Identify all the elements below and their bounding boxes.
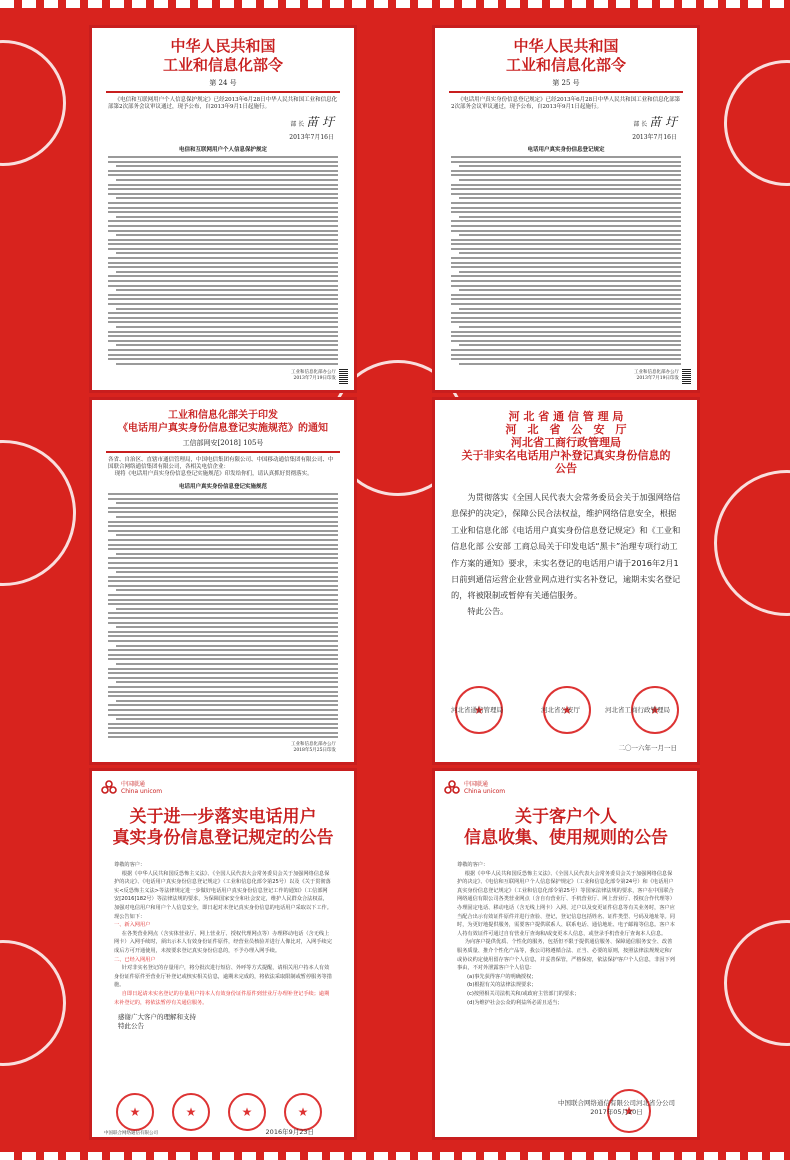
china-unicom-logo xyxy=(100,779,162,797)
notice-title-line1: 工业和信息化部关于印发 xyxy=(168,410,278,421)
announcement-body xyxy=(435,861,697,1007)
section-heading: 二、已经入网用户 xyxy=(114,956,156,963)
unicom-announcement-2016-panel xyxy=(89,768,357,1140)
regulation-text xyxy=(92,156,354,365)
list-item: (d)为维护社会公众的利益所必需且适当； xyxy=(467,999,563,1006)
announcement-footer xyxy=(558,1099,675,1117)
red-divider xyxy=(449,91,683,93)
background-arc-left-bottom xyxy=(0,940,66,1066)
notice-intro: 现将《电话用户真实身份信息登记实施规范》印发给你们，请认真抓好贯彻落实。 xyxy=(114,471,313,477)
seal-label: 河北省通信管理局 xyxy=(451,706,503,714)
china-unicom-logo xyxy=(443,779,505,797)
paragraph: 在各类营业网点（含实体营业厅、网上营业厅、授权代理网点等）办理移动电话（含无线上网卡）入网手续时，须出示本人有效身份证件原件，经营业员核验并进行人像比对，入网手续完成后方可开通使用，未按要求登记真实身份信息的，不予办理入网手续。 xyxy=(114,930,332,954)
closing-text: 特此公告 xyxy=(118,1022,144,1031)
minister-signature: 苗 圩 xyxy=(649,115,677,129)
regulation-title: 电话用户真实身份信息登记实施规范 xyxy=(178,484,267,490)
seal-icon xyxy=(116,1093,154,1131)
decree-title-line1: 中华人民共和国 xyxy=(170,37,276,55)
decree-24-panel xyxy=(89,25,357,393)
paragraph: 为向客户提供优质、个性化的服务，包括但不限于提供通信服务、保障通信服务安全、改善服务质量、推介个性化产品等，我公司将遵循合法、正当、必要的原则，按照法律法规规定和/或协议约定使用留存客户个人信息，并妥善保管，严格保密，依法保护客户个人信息，非因下列事由，不对外泄露客户个人信息： xyxy=(457,939,675,972)
announcement-body xyxy=(92,861,354,1007)
footer-date: 2013年7月19日印发 xyxy=(636,376,679,381)
unicom-knot-icon xyxy=(100,779,118,797)
barcode-icon xyxy=(339,368,348,384)
footer-issuer: 中国联合网络通信有限公司河北省分公司 xyxy=(558,1099,675,1107)
background-arc-right-bottom xyxy=(724,920,790,1046)
minister-label: 部 长 xyxy=(633,121,648,128)
announcement-title-line2: 真实身份信息登记规定的公告 xyxy=(112,828,334,848)
minister-signature-block xyxy=(435,113,697,130)
announcement-title-line1: 关于客户个人 xyxy=(515,807,617,827)
paragraph: 根据《中华人民共和国反恐怖主义法》、《全国人民代表大会常务委员会关于加强网络信息保护的决定》、《电信和互联网用户个人信息保护规定》（工业和信息化部令第24号）和《电话用户真实身份信息登记规定》（工业和信息化部令第25号）等国家法律法规的要求，客户在中国联合网络通信有限公司各类营业网点（含自有营业厅、手机营业厅、网上营业厅、授权合作代理等）办理固定电话、移动电话（含无线上网卡）入网、过户以及变更证件信息等有关业务时，客户应当配合出示有效证件原件并进行查验、登记，登记信息包括姓名、证件类型、号码及地址等。同时，为更好地提供服务，需要客户提供联系人、联系电话、通信地址、电子邮箱等信息。客户本人持有效证件可通过自有营业厅查询和/或变更本人信息，或登录手机营业厅查询本人信息。 xyxy=(457,870,675,937)
logo-text-cn: 中国联通 xyxy=(121,781,146,788)
highlighted-paragraph: 自即日起请未实名登记的存量用户持本人有效身份证件原件到营业厅办理补登记手续；逾期未补登记的，将依法暂停有关通信服务。 xyxy=(114,990,330,1006)
footer-date: 2018年5月25日印发 xyxy=(293,748,336,753)
announcement-title-line1: 关于进一步落实电话用户 xyxy=(129,807,317,827)
hebei-announcement-panel xyxy=(432,397,700,765)
seal-label: 中国联合网络通信有限公司 xyxy=(104,1131,158,1136)
decree-date: 2013年7月16日 xyxy=(289,134,334,141)
barcode-icon xyxy=(682,368,691,384)
decree-date: 2013年7月16日 xyxy=(632,134,677,141)
notice-number: 工信部网安[2018] 105号 xyxy=(182,439,264,447)
announcement-body: 为贯彻落实《全国人民代表大会常务委员会关于加强网络信息保护的决定》，保障公民合法权益，维护网络信息安全，根据工业和信息化部《电话用户真实身份信息登记规定》和《工业和信息化部 公安部 工商总局关于印发电话“黑卡”治理专项行动工作方案的通知》要求，未实名登记的电话用户请于2016年2月1日前到通信运营企业营业网点进行实名补登记，逾期未实名登记的，将被限制或暂停有关通信服务。 xyxy=(451,492,681,601)
footer-issuer: 工业和信息化部办公厅 xyxy=(291,370,336,375)
seal-label: 河北省工商行政管理局 xyxy=(605,706,670,714)
notice-2018-105-panel xyxy=(89,397,357,765)
notice-addressee: 各省、自治区、直辖市通信管理局，中国电信集团有限公司、中国移动通信集团有限公司、中国联合网络通信集团有限公司，各相关电信企业： xyxy=(108,457,334,470)
regulation-text xyxy=(92,493,354,738)
document-footer xyxy=(634,370,679,382)
notice-title xyxy=(92,409,354,435)
background-stripes-top xyxy=(0,0,790,8)
notice-title-line2: 《电话用户真实身份信息登记实施规范》的通知 xyxy=(118,423,328,434)
document-footer xyxy=(291,742,336,754)
red-divider xyxy=(106,91,340,93)
background-arc-left-top xyxy=(0,40,66,166)
list-item: (c)按照相关司法机关和/或政府主管部门的要求； xyxy=(467,990,580,997)
seal-icon xyxy=(172,1093,210,1131)
announcement-date: 2016年9月23日 xyxy=(265,1128,314,1136)
announcement-title-line3: 河北省工商行政管理局 xyxy=(511,436,621,449)
list-item: (a)事先获得客户的明确授权； xyxy=(467,973,537,980)
unicom-privacy-announcement-panel xyxy=(432,768,700,1140)
decree-title xyxy=(92,37,354,75)
decree-intro: 《电话用户真实身份信息登记规定》已经2013年6月28日中华人民共和国工业和信息化部第2次部务会议审议通过，现予公布，自2013年9月1日起施行。 xyxy=(451,97,681,110)
minister-signature: 苗 圩 xyxy=(306,115,334,129)
announcement-closing: 特此公告。 xyxy=(467,605,509,616)
decree-title-line1: 中华人民共和国 xyxy=(513,37,619,55)
greeting: 尊敬的客户： xyxy=(457,862,489,868)
logo-text-en: China unicom xyxy=(121,788,163,795)
announcement-title-line4: 关于非实名电话用户补登记真实身份信息的 xyxy=(461,449,671,462)
greeting: 尊敬的客户： xyxy=(114,862,146,868)
thanks-text: 感谢广大客户的理解和支持 xyxy=(118,1013,196,1022)
decree-number: 第 25 号 xyxy=(552,79,580,87)
unicom-knot-icon xyxy=(443,779,461,797)
minister-signature-block xyxy=(92,113,354,130)
list-item: (b)根据有关的法律法规要求； xyxy=(467,982,537,989)
closing-block xyxy=(92,1013,354,1031)
regulation-text xyxy=(435,156,697,365)
announcement-title xyxy=(435,410,697,475)
announcement-title xyxy=(92,807,354,849)
announcement-title xyxy=(435,807,697,849)
footer-date: 2017年05月20日 xyxy=(590,1108,643,1116)
background-arc-right-mid xyxy=(714,470,790,616)
announcement-title-line2: 信息收集、使用规则的公告 xyxy=(464,828,668,848)
decree-25-panel xyxy=(432,25,700,393)
regulation-title: 电信和互联网用户个人信息保护规定 xyxy=(178,147,267,153)
document-footer xyxy=(291,370,336,382)
logo-text-en: China unicom xyxy=(464,788,506,795)
announcement-title-line5: 公告 xyxy=(555,462,577,475)
regulation-title: 电话用户真实身份信息登记规定 xyxy=(527,147,605,153)
paragraph: 针对非实名登记的存量用户，将分批次进行短信、外呼等方式提醒，请相关用户持本人有效身份证件原件至营业厅补登记或核实相关信息，逾期未完成的，将依法采取限制或暂停服务等措施。 xyxy=(114,965,332,989)
background-arc-right-top xyxy=(724,60,790,186)
background-stripes-bottom xyxy=(0,1152,790,1160)
decree-title-line2: 工业和信息化部令 xyxy=(505,56,626,74)
footer-date: 2013年7月19日印发 xyxy=(293,376,336,381)
decree-number: 第 24 号 xyxy=(209,79,237,87)
footer-issuer: 工业和信息化部办公厅 xyxy=(634,370,679,375)
paragraph: 根据《中华人民共和国反恐怖主义法》、《全国人民代表大会常务委员会关于加强网络信息保护的决定》、《电话用户真实身份信息登记规定》（工业和信息化部令第25号）以及《关于贯彻落实<反恐怖主义法>等法律规定进一步做好电话用户真实身份信息登记工作的通知》（工信部网安[2016]182号）等法律法规的要求，为保障国家安全和社会安定，维护人民群众合法权益，加强对电信用户和用户个人信息安全，即日起对未登记真实身份信息的电话用户采取以下工作。现公告如下： xyxy=(114,870,332,920)
decree-title-line2: 工业和信息化部令 xyxy=(162,56,283,74)
minister-label: 部 长 xyxy=(290,121,305,128)
seal-icon xyxy=(228,1093,266,1131)
background-arc-left-mid xyxy=(0,440,76,586)
logo-text-cn: 中国联通 xyxy=(464,781,489,788)
seal-icon xyxy=(284,1093,322,1131)
red-divider xyxy=(106,451,340,453)
footer-issuer: 工业和信息化部办公厅 xyxy=(291,742,336,747)
announcement-title-line1: 河 北 省 通 信 管 理 局 xyxy=(508,410,624,423)
announcement-date: 二〇一六年一月一日 xyxy=(618,744,677,752)
decree-intro: 《电信和互联网用户个人信息保护规定》已经2013年6月28日中华人民共和国工业和信息化部第2次部务会议审议通过，现予公布，自2013年9月1日起施行。 xyxy=(108,97,338,110)
announcement-title-line2: 河 北 省 公 安 厅 xyxy=(505,423,627,436)
decree-title xyxy=(435,37,697,75)
seal-label: 河北省公安厅 xyxy=(541,706,580,714)
section-heading: 一、新入网用户 xyxy=(114,922,151,929)
